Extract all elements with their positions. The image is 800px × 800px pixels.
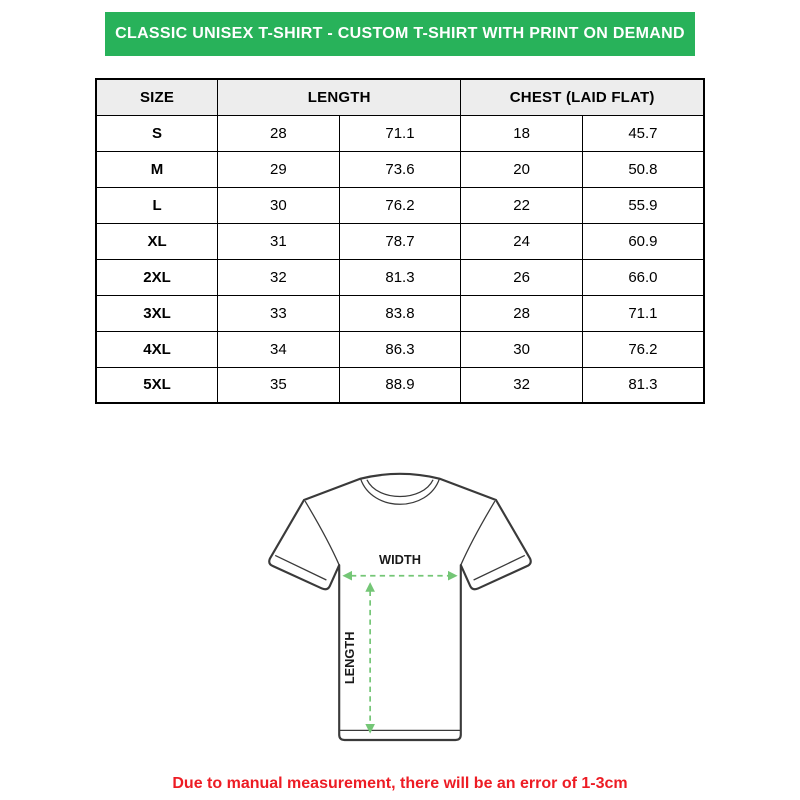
width-label: WIDTH: [379, 552, 421, 567]
chest-in-cell: 32: [461, 367, 583, 403]
size-cell: 5XL: [96, 367, 218, 403]
length-in-cell: 33: [218, 295, 340, 331]
tshirt-measurement-diagram: [240, 436, 560, 761]
size-cell: L: [96, 187, 218, 223]
chest-cm-cell: 50.8: [582, 151, 704, 187]
measurement-disclaimer: Due to manual measurement, there will be an error of 1-3cm: [172, 775, 628, 792]
chest-cm-cell: 71.1: [582, 295, 704, 331]
table-header: [96, 79, 704, 115]
table-row: [96, 331, 704, 367]
chest-in-cell: 28: [461, 295, 583, 331]
size-cell: 2XL: [96, 259, 218, 295]
length-in-cell: 35: [218, 367, 340, 403]
size-chart-table: [95, 78, 705, 404]
col-header-size: SIZE: [96, 79, 218, 115]
col-header-chest: CHEST (LAID FLAT): [461, 79, 704, 115]
length-in-cell: 32: [218, 259, 340, 295]
length-cm-cell: 76.2: [339, 187, 461, 223]
chest-in-cell: 20: [461, 151, 583, 187]
chest-in-cell: 30: [461, 331, 583, 367]
chest-in-cell: 22: [461, 187, 583, 223]
length-cm-cell: 71.1: [339, 115, 461, 151]
length-cm-cell: 78.7: [339, 223, 461, 259]
length-in-cell: 31: [218, 223, 340, 259]
size-cell: S: [96, 115, 218, 151]
chest-cm-cell: 45.7: [582, 115, 704, 151]
title-banner: [105, 12, 695, 56]
chest-in-cell: 18: [461, 115, 583, 151]
table-body: [96, 115, 704, 403]
length-in-cell: 30: [218, 187, 340, 223]
length-cm-cell: 88.9: [339, 367, 461, 403]
size-cell: XL: [96, 223, 218, 259]
length-in-cell: 28: [218, 115, 340, 151]
size-cell: M: [96, 151, 218, 187]
length-cm-cell: 73.6: [339, 151, 461, 187]
chest-cm-cell: 60.9: [582, 223, 704, 259]
length-cm-cell: 83.8: [339, 295, 461, 331]
chest-in-cell: 26: [461, 259, 583, 295]
chest-cm-cell: 66.0: [582, 259, 704, 295]
tshirt-illustration: [240, 436, 560, 756]
tshirt-outline: [269, 474, 530, 740]
table-row: [96, 223, 704, 259]
size-cell: 4XL: [96, 331, 218, 367]
length-in-cell: 29: [218, 151, 340, 187]
page-title: CLASSIC UNISEX T-SHIRT - CUSTOM T-SHIRT WITH PRINT ON DEMAND: [115, 25, 685, 42]
table-row: [96, 151, 704, 187]
chest-in-cell: 24: [461, 223, 583, 259]
chest-cm-cell: 76.2: [582, 331, 704, 367]
chest-cm-cell: 55.9: [582, 187, 704, 223]
length-cm-cell: 81.3: [339, 259, 461, 295]
chest-cm-cell: 81.3: [582, 367, 704, 403]
size-cell: 3XL: [96, 295, 218, 331]
length-label: LENGTH: [342, 631, 358, 685]
header-row: [96, 79, 704, 115]
length-cm-cell: 86.3: [339, 331, 461, 367]
col-header-length: LENGTH: [218, 79, 461, 115]
table-row: [96, 115, 704, 151]
table-row: [96, 367, 704, 403]
table-row: [96, 187, 704, 223]
table-row: [96, 259, 704, 295]
length-in-cell: 34: [218, 331, 340, 367]
table-row: [96, 295, 704, 331]
